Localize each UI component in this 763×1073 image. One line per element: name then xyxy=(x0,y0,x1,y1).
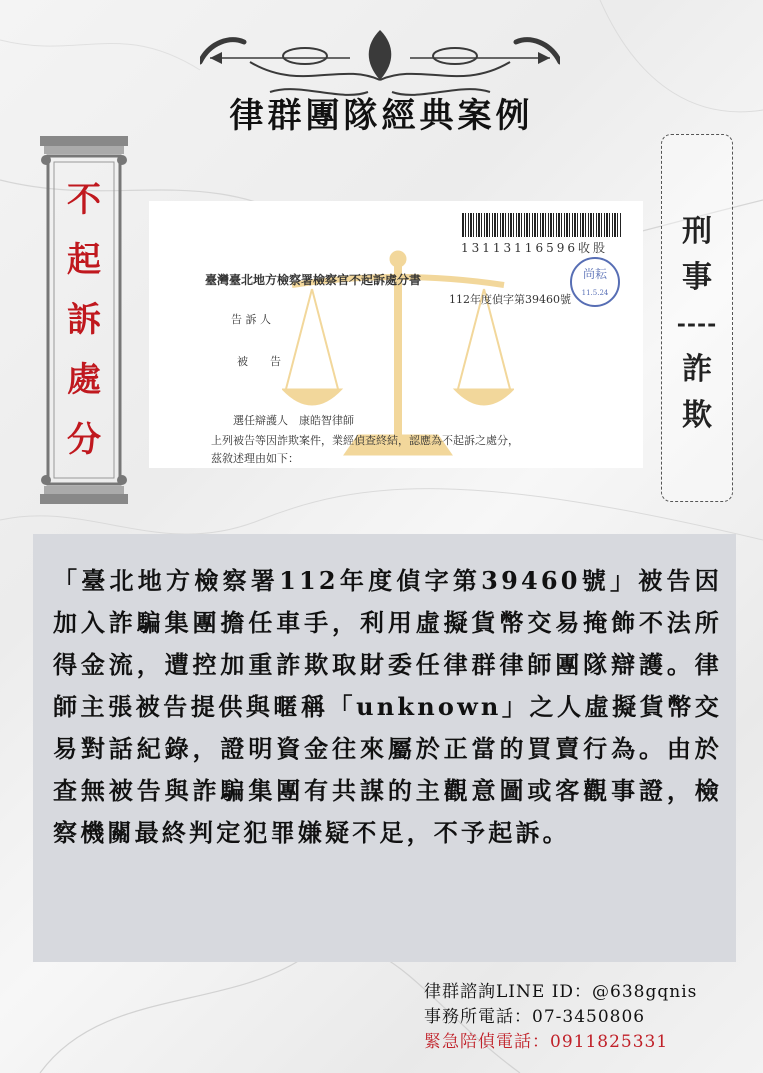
complainant-label: 告 訴 人 xyxy=(231,313,271,326)
document-title: 臺灣臺北地方檢察署檢察官不起訴處分書 xyxy=(205,273,422,287)
left-label-char: 訴 xyxy=(67,300,101,340)
left-label-char: 不 xyxy=(67,180,101,220)
category-separator: ---- xyxy=(676,311,718,337)
document-image xyxy=(149,201,643,468)
office-phone: 事務所電話：07-3450806 xyxy=(424,1007,646,1027)
category-char: 事 xyxy=(682,260,712,295)
left-label xyxy=(54,170,114,470)
document-case-number: 112年度偵字第39460號 xyxy=(449,293,571,306)
left-label-char: 處 xyxy=(67,360,101,400)
receipt-stamp xyxy=(570,257,620,307)
stamp-date: 11.5.24 xyxy=(581,289,609,297)
left-label-char: 起 xyxy=(67,240,101,280)
left-label-frame xyxy=(38,134,130,506)
case-description-box xyxy=(33,534,736,962)
case-type-char: 詐 xyxy=(682,352,712,387)
page-title: 律群團隊經典案例 xyxy=(229,96,534,136)
defender-line: 選任辯護人 康皓智律師 xyxy=(233,414,354,427)
document-body-line: 茲敘述理由如下： xyxy=(211,452,299,465)
case-description: 「臺北地方檢察署112年度偵字第39460號」被告因加入詐騙集團擔任車手，利用虛擬貨幣交易掩飾不法所得金流，遭控加重詐欺取財委任律群律師團隊辯護。律師主張被告提供與暱稱「unknown」之人虛擬貨幣交易對話紀錄，證明資金往來屬於正當的買賣行為。由於查無被告與詐騙集團有共謀的主觀意圖或客觀事證，檢察機關最終判定犯罪嫌疑不足，不予起訴。 xyxy=(53,566,722,847)
left-label-char: 分 xyxy=(67,420,101,460)
stamp-text: 尚耘 xyxy=(582,267,607,281)
defendant-label: 被 告 xyxy=(237,355,281,368)
barcode-number: 13113116596收股 xyxy=(461,241,608,255)
document-body-line: 上列被告等因詐欺案件，業經偵查終結，認應為不起訴之處分， xyxy=(211,434,519,447)
line-id: 律群諮詢LINE ID：@638gqnis xyxy=(424,982,698,1002)
case-category-box xyxy=(661,134,733,502)
barcode xyxy=(462,213,622,237)
contact-info xyxy=(424,980,697,1055)
category-char: 刑 xyxy=(682,214,712,249)
emergency-phone: 緊急陪偵電話：0911825331 xyxy=(424,1032,669,1052)
case-type-char: 欺 xyxy=(682,398,712,433)
